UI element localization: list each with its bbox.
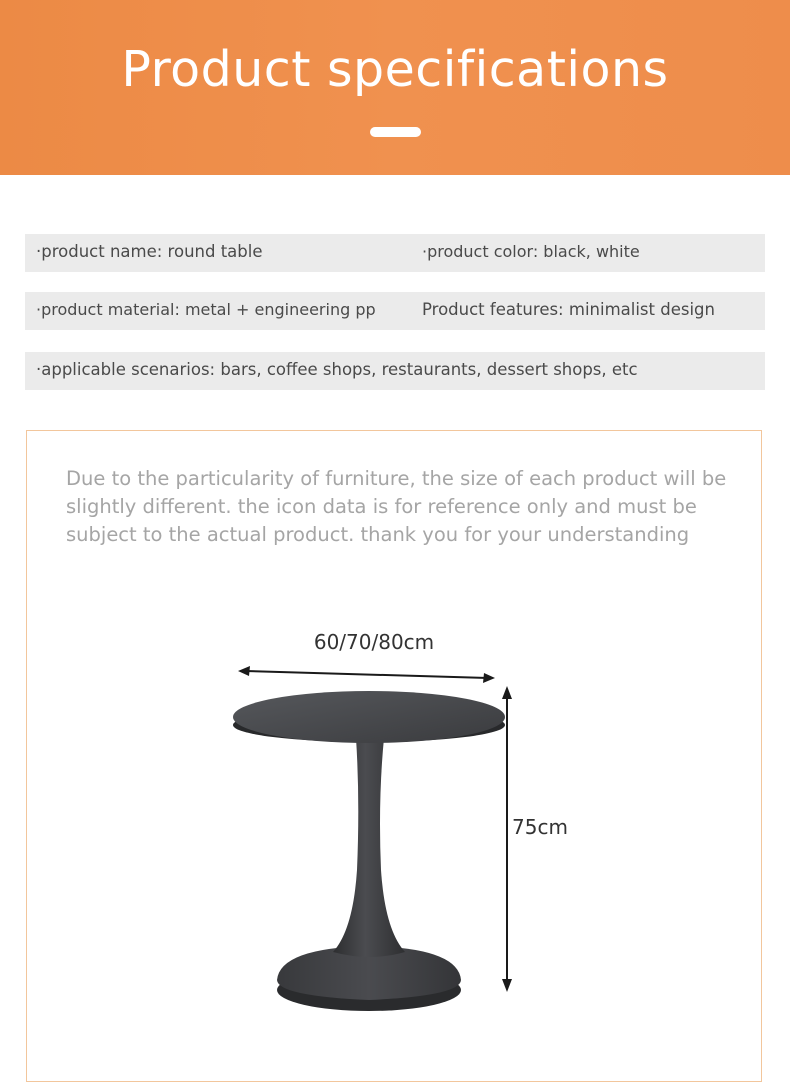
spec-product-color: ·product color: black, white [422, 242, 640, 261]
spec-applicable-scenarios: ·applicable scenarios: bars, coffee shops, restaurants, dessert shops, etc [36, 360, 638, 379]
height-label: 75cm [512, 815, 568, 839]
spec-product-name: ·product name: round table [36, 242, 263, 261]
width-arrow [238, 666, 495, 683]
spec-product-material: ·product material: metal + engineering pp [36, 300, 376, 319]
width-label: 60/70/80cm [313, 630, 435, 654]
height-arrow [502, 686, 512, 992]
size-disclaimer: Due to the particularity of furniture, the size of each product will be slightly different. the icon data is for reference only and must be subject to the actual product. thank you for your understanding [66, 467, 727, 546]
page-title: Product specifications [121, 41, 669, 98]
spec-product-features: Product features: minimalist design [422, 300, 715, 319]
round-table-illustration [233, 691, 505, 1011]
